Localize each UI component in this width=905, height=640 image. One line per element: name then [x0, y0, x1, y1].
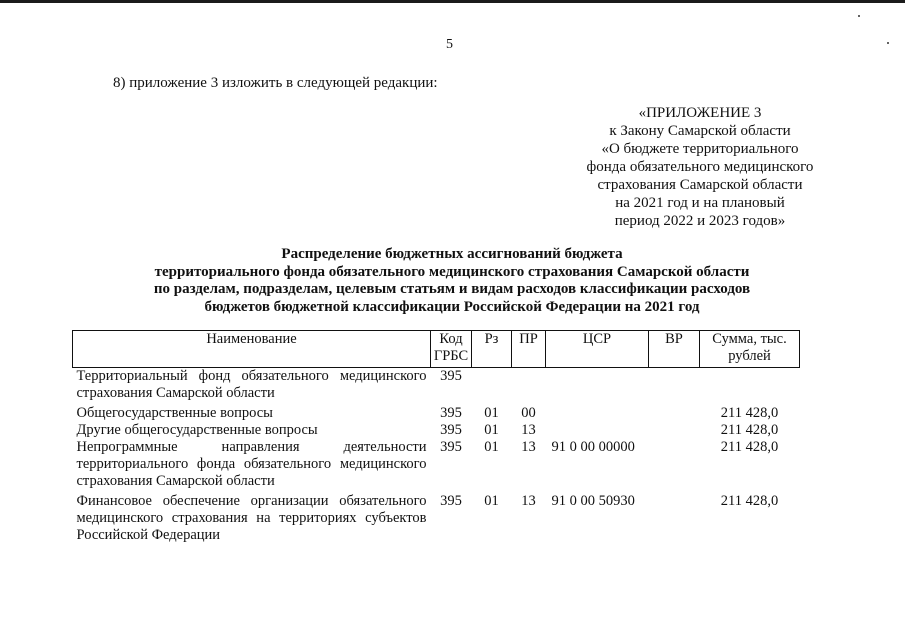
title-line: территориального фонда обязательного медицинского страхования Самарской области — [154, 263, 750, 280]
title-line: по разделам, подразделам, целевым статьям и видам расходов классификации расходов — [153, 281, 751, 297]
cell-kod: 395 — [440, 368, 462, 384]
cell-name: Другие общегосударственные вопросы — [76, 422, 318, 438]
appendix-line: на 2021 год и на плановый — [615, 195, 785, 211]
page-number: 5 — [446, 37, 453, 52]
document-title — [140, 246, 764, 316]
intro-text: 8) приложение 3 изложить в следующей редакции: — [113, 75, 438, 91]
table-row — [73, 422, 800, 439]
cell-pr: 13 — [521, 422, 536, 438]
title-line: бюджетов бюджетной классификации Российской Федерации на 2021 год — [204, 298, 700, 315]
table-row — [73, 405, 800, 422]
cell-rz: 01 — [484, 493, 499, 509]
scan-top-border — [0, 0, 905, 3]
table-row — [73, 493, 800, 544]
header-vr: ВР — [649, 331, 700, 368]
header-name: Наименование — [73, 331, 431, 368]
scan-speck — [887, 42, 889, 44]
cell-kod: 395 — [440, 439, 462, 455]
cell-csr: 91 0 00 50930 — [551, 493, 635, 509]
scan-speck — [858, 15, 860, 17]
header-kod-grbs: Код ГРБС — [431, 331, 472, 368]
cell-sum: 211 428,0 — [720, 422, 779, 438]
table-header-row — [73, 331, 800, 368]
cell-kod: 395 — [440, 422, 462, 438]
cell-csr — [546, 405, 649, 422]
appendix-line: фонда обязательного медицинского — [586, 159, 814, 175]
appendix-line: к Закону Самарской области — [609, 123, 791, 139]
cell-name: Финансовое обеспечение организации обязательного медицинского страхования на территориях субъектов Российской Федерации — [76, 493, 427, 543]
header-csr: ЦСР — [546, 331, 649, 368]
cell-name: Общегосударственные вопросы — [76, 405, 273, 421]
cell-rz — [472, 368, 512, 406]
table-row — [73, 439, 800, 493]
table-row — [73, 368, 800, 406]
cell-rz: 01 — [484, 439, 499, 455]
cell-pr: 13 — [521, 439, 536, 455]
title-line: Распределение бюджетных ассигнований бюджета — [281, 246, 623, 262]
header-rz: Рз — [472, 331, 512, 368]
cell-name: Непрограммные направления деятельности территориального фонда обязательного медицинского страхования Самарской области — [76, 439, 427, 489]
cell-sum: 211 428,0 — [720, 493, 779, 509]
cell-sum: 211 428,0 — [720, 439, 779, 455]
appendix-line: «О бюджете территориального — [601, 141, 799, 157]
cell-pr — [512, 368, 546, 406]
cell-kod: 395 — [440, 493, 462, 509]
cell-sum — [700, 368, 800, 406]
header-pr: ПР — [512, 331, 546, 368]
cell-csr — [546, 368, 649, 406]
cell-csr: 91 0 00 00000 — [551, 439, 635, 455]
header-sum: Сумма, тыс. рублей — [700, 331, 800, 368]
appendix-line: период 2022 и 2023 годов» — [614, 213, 786, 229]
cell-vr — [649, 368, 700, 406]
cell-vr — [649, 493, 700, 544]
cell-vr — [649, 439, 700, 493]
cell-vr — [649, 405, 700, 422]
cell-name: Территориальный фонд обязательного медицинского страхования Самарской области — [76, 368, 427, 401]
cell-rz: 01 — [484, 422, 499, 438]
appendix-line: страхования Самарской области — [597, 177, 803, 193]
cell-pr: 13 — [521, 493, 536, 509]
cell-vr — [649, 422, 700, 439]
cell-sum: 211 428,0 — [720, 405, 779, 421]
cell-csr — [546, 422, 649, 439]
cell-pr: 00 — [521, 405, 536, 421]
appendix-line: «ПРИЛОЖЕНИЕ 3 — [638, 105, 762, 121]
budget-table — [72, 330, 800, 544]
appendix-header — [575, 104, 825, 230]
cell-kod: 395 — [440, 405, 462, 421]
cell-rz: 01 — [484, 405, 499, 421]
